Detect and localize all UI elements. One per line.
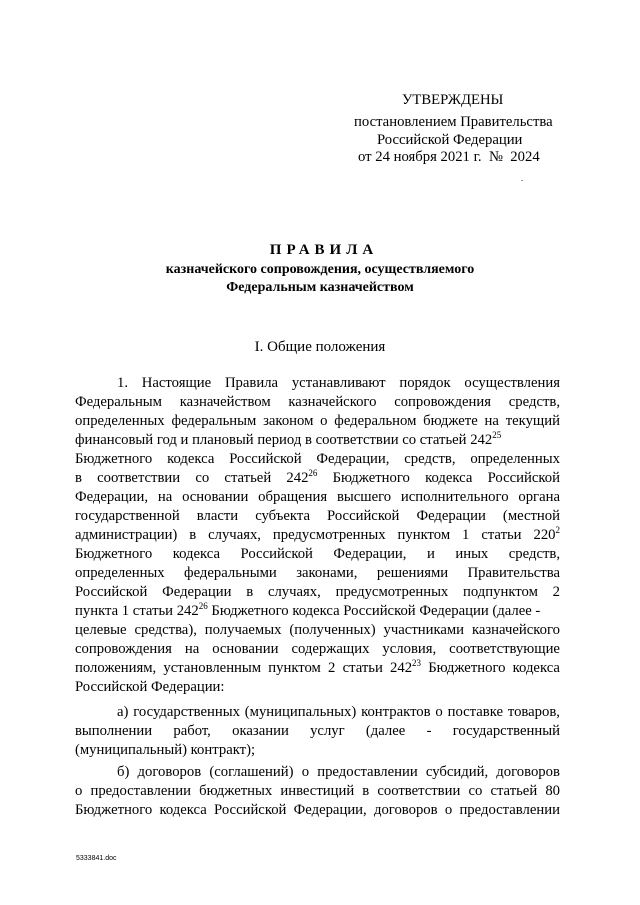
approval-stamp-line-2: постановлением Правительства [354, 114, 553, 130]
word: средств, [404, 451, 456, 467]
word: федеральными [184, 565, 277, 581]
word: Правила [224, 375, 279, 391]
paragraph-1-line [75, 642, 560, 657]
word: 80 [545, 783, 560, 799]
paragraph-1-line [75, 395, 560, 410]
word: о [75, 783, 83, 799]
word: $242^{26}$ [286, 468, 318, 486]
word: казначейского [288, 394, 377, 410]
word: соответствующие [449, 641, 560, 657]
word: и [426, 546, 435, 562]
word: Российской [229, 451, 302, 467]
word: кодекса [159, 802, 207, 818]
word: в [246, 584, 254, 600]
document-subtitle-line-1: казначейского сопровождения, осуществляемого [165, 262, 475, 277]
word: о [435, 704, 443, 720]
paragraph-1-line: Российской Федерации: [75, 679, 225, 695]
word: условия, [382, 641, 437, 657]
word: контрактов [361, 704, 431, 720]
item-b-line [117, 765, 560, 780]
word: власти [196, 508, 239, 524]
word: установленным [163, 660, 262, 676]
word: средства), [134, 622, 197, 638]
item-a-line [75, 724, 560, 739]
word: Федерации [416, 508, 486, 524]
word: сопровождения [75, 641, 172, 657]
word: соответствии [377, 783, 461, 799]
word: случаях, [267, 584, 321, 600]
word: 2 [328, 660, 336, 676]
word: казначейством [179, 394, 271, 410]
stray-mark [521, 180, 523, 181]
paragraph-1-line [75, 430, 502, 448]
word: со [468, 783, 483, 799]
word: Бюджетного [75, 546, 153, 562]
word: законом [263, 413, 314, 429]
document-title: ПРАВИЛА [269, 242, 379, 258]
word: предусмотренных [272, 527, 386, 543]
paragraph-1-line [75, 525, 560, 543]
word: порядок [399, 375, 451, 391]
word: со [195, 470, 210, 486]
word: предусмотренных [335, 584, 449, 600]
word: сопровождения [394, 394, 492, 410]
word: текущий [505, 413, 560, 429]
word: договоров [137, 764, 202, 780]
word: 1. [117, 375, 129, 391]
word: Российской [75, 584, 148, 600]
word: услуг [310, 723, 345, 739]
word: статьей [490, 783, 538, 799]
paragraph-1-line [75, 509, 560, 524]
word: определенных [75, 413, 165, 429]
word: бюджете [423, 413, 478, 429]
word: обращения [258, 489, 328, 505]
word: Федерации, [293, 802, 367, 818]
paragraph-1-line [75, 566, 560, 581]
word: (муниципальных) [244, 704, 357, 720]
word: 1 [462, 527, 470, 543]
word: Федеральным [75, 394, 162, 410]
word: (местной [502, 508, 560, 524]
word: основании [182, 489, 249, 505]
approval-stamp-date: от 24 ноября 2021 г. № 2024 [358, 149, 540, 165]
item-b-line [75, 803, 560, 818]
word: статьи [481, 527, 522, 543]
word: кодекса [512, 660, 560, 676]
word: на [184, 641, 200, 657]
paragraph-1-line [75, 547, 560, 562]
word: бюджетных [199, 783, 273, 799]
word: пунктом [268, 660, 321, 676]
word: федеральном [334, 413, 417, 429]
word: администрации) [75, 527, 178, 543]
word: основании [212, 641, 279, 657]
paragraph-1-line [75, 601, 541, 619]
word: устанавливают [291, 375, 386, 391]
word: (полученных) [289, 622, 376, 638]
file-name-footer: 5333841.doc [76, 855, 117, 862]
paragraph-1-line [75, 658, 560, 676]
word: оказании [232, 723, 289, 739]
word: иных [455, 546, 489, 562]
word: Федерации, [75, 489, 149, 505]
word: содержащих [291, 641, 370, 657]
word: кодекса [172, 546, 221, 562]
word: предоставлении [90, 783, 191, 799]
word: Правительства [467, 565, 560, 581]
word: товаров, [507, 704, 560, 720]
paragraph-1-line [75, 414, 560, 429]
word: предоставлении [317, 764, 418, 780]
word: Российской [487, 470, 560, 486]
item-a-line: (муниципальный) контракт); [75, 742, 256, 758]
paragraph-1-line [75, 623, 560, 638]
paragraph-1-line [75, 585, 560, 600]
word: Бюджетного [332, 470, 410, 486]
word: федеральным [171, 413, 257, 429]
paragraph-1-text: Бюджетного кодекса Российской Федерации (далее - [207, 603, 541, 619]
word: Настоящие [141, 375, 212, 391]
word: государственной [75, 508, 180, 524]
superscript: 26 [198, 601, 208, 612]
word: о [320, 413, 328, 429]
word: Бюджетного [428, 660, 506, 676]
paragraph-1-line [75, 490, 560, 505]
word: органа [518, 489, 560, 505]
word: положениям, [75, 660, 157, 676]
word: субсидий, [425, 764, 489, 780]
word: а) [117, 704, 129, 720]
word: (соглашений) [209, 764, 294, 780]
approval-stamp-line-1: УТВЕРЖДЕНЫ [402, 92, 504, 108]
word: высшего [336, 489, 392, 505]
word: 2 [552, 584, 560, 600]
document-subtitle-line-2: Федеральным казначейством [226, 280, 414, 295]
word: Федерации, [333, 546, 407, 562]
word: получаемых [204, 622, 282, 638]
word: осуществления [464, 375, 560, 391]
word: статьи [342, 660, 383, 676]
paragraph-1-text: финансовый год и плановый период в соответствии со статьей 242 [75, 432, 493, 448]
word: поставке [447, 704, 504, 720]
word: средств, [508, 394, 560, 410]
word: (далее [365, 723, 406, 739]
word: пунктом [397, 527, 451, 543]
word: субъекта [255, 508, 310, 524]
word: на [157, 489, 173, 505]
word: в [362, 783, 370, 799]
word: инвестиций [280, 783, 355, 799]
paragraph-1-line [75, 468, 560, 486]
item-a-line [117, 705, 560, 720]
word: Федерации, [316, 451, 390, 467]
word: на [484, 413, 499, 429]
word: Российской [214, 802, 287, 818]
word: государственный [452, 723, 560, 739]
paragraph-1-line [117, 376, 560, 391]
word: решениями [376, 565, 449, 581]
word: о [444, 802, 453, 818]
word: $242^{23}$ [390, 658, 422, 676]
word: в [189, 527, 197, 543]
word: кодекса [425, 470, 473, 486]
paragraph-1-text: пункта 1 статьи 242 [75, 603, 199, 619]
word: - [426, 723, 432, 739]
word: договоров [496, 764, 560, 780]
word: государственных [133, 704, 240, 720]
paragraph-1-line [75, 452, 560, 467]
word: в [75, 470, 82, 486]
word: определенных [75, 565, 165, 581]
word: участниками [383, 622, 465, 638]
word: предоставлении [459, 802, 560, 818]
word: Федерации [162, 584, 232, 600]
word: соответствии [97, 470, 181, 486]
word: $220^2$ [533, 525, 560, 543]
approval-stamp-line-3: Российской Федерации [377, 132, 523, 148]
word: законами, [296, 565, 358, 581]
word: выполнении [75, 723, 153, 739]
word: Российской [240, 546, 313, 562]
word: о [301, 764, 310, 780]
word: подпунктом [463, 584, 538, 600]
word: Бюджетного [75, 802, 153, 818]
word: работ, [173, 723, 211, 739]
word: кодекса [167, 451, 215, 467]
word: случаях, [208, 527, 261, 543]
word: определенных [470, 451, 560, 467]
word: Бюджетного [75, 451, 153, 467]
word: Российской [327, 508, 400, 524]
word: целевые [75, 622, 127, 638]
word: статьей [224, 470, 272, 486]
word: казначейского [471, 622, 560, 638]
word: б) [117, 764, 130, 780]
word: исполнительного [400, 489, 509, 505]
section-title: I. Общие положения [254, 339, 386, 355]
word: договоров [373, 802, 438, 818]
superscript: 25 [492, 430, 502, 441]
item-b-line [75, 784, 560, 799]
word: средств, [508, 546, 560, 562]
